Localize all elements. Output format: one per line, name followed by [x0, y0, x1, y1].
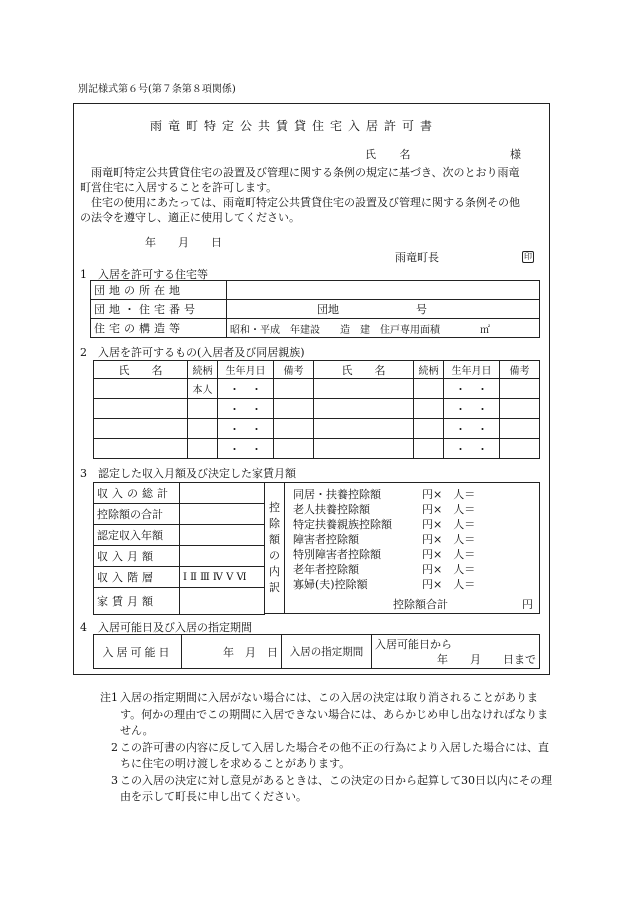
deduction-calcs: [422, 487, 475, 592]
table-row: [94, 525, 265, 546]
column-header: 氏 名: [94, 361, 188, 379]
form-title: 雨竜町特定公共賃貸住宅入居許可書: [150, 119, 439, 133]
dob-cell: ・ ・: [444, 379, 500, 399]
note-item: [78, 773, 553, 806]
deduction-item: 寡婦(夫)控除額: [293, 578, 368, 591]
column-header: 続柄: [188, 361, 218, 379]
income-label: 収入月額: [94, 546, 180, 567]
column-header: 備考: [500, 361, 540, 379]
deduction-total-label: 控除額合計: [393, 598, 448, 611]
seal-mark: 印: [524, 252, 532, 261]
housing-table: [90, 280, 540, 338]
dob-cell: ・ ・: [218, 399, 274, 419]
column-header: 続柄: [414, 361, 444, 379]
issue-date: 年 月 日: [145, 236, 222, 249]
possible-date-label: 入居可能日: [94, 635, 182, 669]
income-label: 収入の総計: [94, 483, 180, 504]
column-header: 備考: [274, 361, 314, 379]
note-item: [78, 690, 553, 740]
dob-cell: ・ ・: [218, 379, 274, 399]
intro-line: 町営住宅に入居することを許可します。: [80, 181, 278, 194]
form-reference: 別記様式第６号(第７条第８項関係): [78, 84, 236, 95]
seal-icon: [522, 249, 534, 263]
dob-cell: ・ ・: [218, 439, 274, 459]
occupants-table: [93, 360, 540, 459]
intro-text: [80, 165, 520, 225]
column-header: 生年月日: [444, 361, 500, 379]
deductions-vertical-label: 控除額の内訳: [269, 501, 280, 594]
note-number: 3: [111, 773, 118, 787]
dob-cell: ・ ・: [444, 439, 500, 459]
deduction-item: 同居・扶養控除額: [293, 488, 381, 501]
deduction-total-yen: 円: [522, 598, 533, 611]
notes: [78, 690, 553, 806]
deduction-calc: 円× 人＝: [422, 548, 476, 561]
period-value: [372, 635, 540, 669]
note-number: 2: [111, 740, 118, 754]
income-class-options: Ⅰ Ⅱ Ⅲ Ⅳ Ⅴ Ⅵ: [180, 567, 265, 588]
table-row: [94, 546, 265, 567]
table-row: [91, 319, 540, 338]
section-4-heading: 4 入居可能日及び入居の指定期間: [80, 621, 252, 634]
dob-cell: ・ ・: [218, 419, 274, 439]
section-1-heading: 1 入居を許可する住宅等: [80, 268, 208, 281]
deduction-calc: 円× 人＝: [422, 503, 476, 516]
mayor-label: 雨竜町長: [395, 251, 439, 264]
housing-value: 団地 号: [227, 300, 540, 319]
deduction-item: 特定扶養親族控除額: [293, 518, 392, 531]
income-table: [93, 482, 265, 615]
table-row: [94, 567, 265, 588]
deduction-calc: 円× 人＝: [422, 563, 476, 576]
table-row: [94, 379, 540, 399]
period-table: [93, 634, 540, 669]
intro-line: の法令を遵守し、適正に使用してください。: [80, 211, 300, 224]
housing-label: 団地の所在地: [91, 281, 227, 300]
relation-cell: 本人: [188, 379, 218, 399]
column-header: 氏 名: [314, 361, 414, 379]
dob-cell: ・ ・: [444, 419, 500, 439]
deduction-item: 老年者控除額: [293, 563, 359, 576]
income-label: 控除額の合計: [94, 504, 180, 525]
housing-label: 団地・住宅番号: [91, 300, 227, 319]
table-row: [94, 439, 540, 459]
section-2-heading: 2 入居を許可するもの(入居者及び同居親族): [80, 346, 305, 359]
housing-value: 昭和・平成 年建設 造 建 住戸専用面積 ㎡: [227, 319, 540, 338]
income-label: 収入階層: [94, 567, 180, 588]
intro-line: 住宅の使用にあたっては、雨竜町特定公共賃貸住宅の設置及び管理に関する条例その他: [80, 196, 520, 209]
deductions-list: [293, 487, 392, 592]
dob-cell: ・ ・: [444, 399, 500, 419]
table-row: [94, 399, 540, 419]
note-text: この許可書の内容に反して入居した場合その他不正の行為により入居した場合には、直ちに住宅の明け渡しを求めることがあります。: [120, 740, 549, 770]
period-until: 年 月 日まで: [437, 652, 536, 666]
income-label: 認定収入年額: [94, 525, 180, 546]
deduction-item: 老人扶養控除額: [293, 503, 370, 516]
table-row: [94, 635, 540, 669]
section-3-heading: 3 認定した収入月額及び決定した家賃月額: [80, 467, 296, 480]
note-number: 注1: [100, 691, 118, 704]
deduction-item: 特別障害者控除額: [293, 548, 381, 561]
note-text: この入居の決定に対し意見があるときは、この決定の日から起算して30日以内にその理由を示して町長に申し出てください。: [120, 773, 552, 803]
table-header-row: [94, 361, 540, 379]
housing-label: 住宅の構造等: [91, 319, 227, 338]
period-from: 入居可能日から: [375, 637, 452, 651]
intro-line: 雨竜町特定公共賃貸住宅の設置及び管理に関する条例の規定に基づき、次のとおり雨竜: [80, 166, 520, 179]
housing-value: [227, 281, 540, 300]
column-header: 生年月日: [218, 361, 274, 379]
possible-date-value: 年 月 日: [182, 635, 282, 669]
deduction-calc: 円× 人＝: [422, 533, 476, 546]
table-row: [94, 504, 265, 525]
income-label: 家賃月額: [94, 588, 180, 615]
table-row: [94, 419, 540, 439]
table-row: [91, 281, 540, 300]
deduction-calc: 円× 人＝: [422, 488, 476, 501]
period-label: 入居の指定期間: [282, 635, 372, 669]
note-text: 入居の指定期間に入居がない場合には、この入居の決定は取り消されることがあります。何かの理由でこの期間に入居できない場合には、あらかじめ申し出なければなりません。: [120, 691, 549, 737]
sama-label: 様: [510, 148, 521, 161]
note-item: [78, 740, 553, 773]
table-row: [94, 588, 265, 615]
deduction-item: 障害者控除額: [293, 533, 359, 546]
deduction-calc: 円× 人＝: [422, 518, 476, 531]
name-label: 氏 名: [365, 148, 421, 161]
table-row: [94, 483, 265, 504]
table-row: [91, 300, 540, 319]
deduction-calc: 円× 人＝: [422, 578, 476, 591]
